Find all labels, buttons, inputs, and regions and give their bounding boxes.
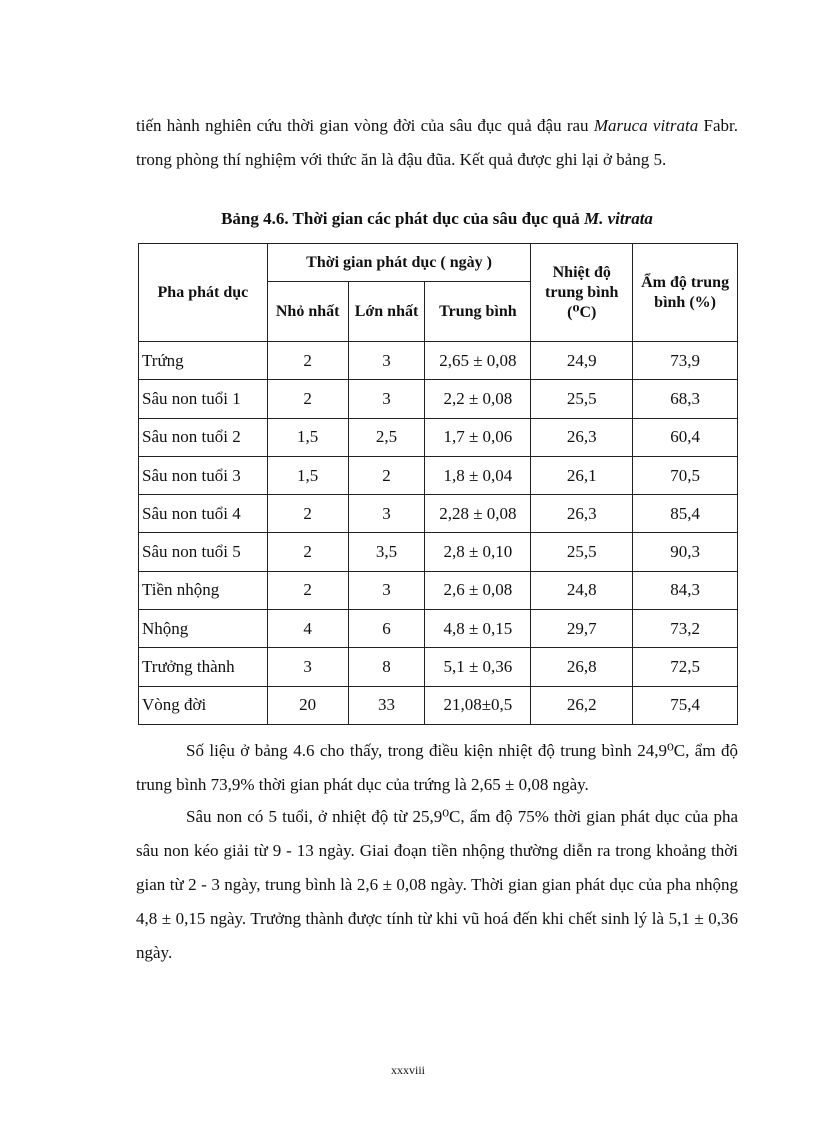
table-row (139, 533, 738, 571)
cell-max: 8 (348, 648, 425, 686)
table-caption: Bảng 4.6. Thời gian các phát dục của sâu đục quả M. vitrata (221, 209, 653, 228)
cell-min: 1,5 (267, 418, 348, 456)
development-time-table (138, 243, 738, 725)
cell-avg: 2,8 ± 0,10 (425, 533, 531, 571)
header-humidity: Ẩm độ trung bình (%) (633, 244, 738, 342)
cell-min: 20 (267, 686, 348, 724)
cell-min: 2 (267, 380, 348, 418)
cell-avg: 2,6 ± 0,08 (425, 571, 531, 609)
cell-temp: 26,2 (531, 686, 633, 724)
caption-species: M. vitrata (583, 209, 653, 228)
cell-avg: 21,08±0,5 (425, 686, 531, 724)
cell-min: 2 (267, 571, 348, 609)
cell-hum: 70,5 (633, 456, 738, 494)
cell-phase: Sâu non tuổi 3 (139, 456, 268, 494)
cell-max: 3,5 (348, 533, 425, 571)
cell-hum: 68,3 (633, 380, 738, 418)
table-row (139, 610, 738, 648)
header-avg: Trung bình (425, 282, 531, 342)
table-row (139, 418, 738, 456)
cell-max: 3 (348, 495, 425, 533)
table-row (139, 495, 738, 533)
page-number: xxxviii (390, 1063, 425, 1077)
table-row (139, 456, 738, 494)
cell-temp: 26,3 (531, 495, 633, 533)
cell-avg: 4,8 ± 0,15 (425, 610, 531, 648)
species-name: Maruca vitrata (593, 116, 699, 135)
table-body (139, 342, 738, 725)
header-temperature: Nhiệt độ trung bình (⁰C) (531, 244, 633, 342)
cell-phase: Sâu non tuổi 4 (139, 495, 268, 533)
cell-hum: 75,4 (633, 686, 738, 724)
cell-avg: 2,2 ± 0,08 (425, 380, 531, 418)
results-paragraph: Số liệu ở bảng 4.6 cho thấy, trong điều kiện nhiệt độ trung bình 24,9⁰C, ẩm độ trung bình 73,9% thời gian phát dục của trứng là 2,65 ± 0,08 ngày. (136, 741, 738, 794)
table-row (139, 380, 738, 418)
cell-max: 2 (348, 456, 425, 494)
cell-max: 33 (348, 686, 425, 724)
cell-temp: 24,9 (531, 342, 633, 380)
cell-phase: Sâu non tuổi 5 (139, 533, 268, 571)
header-phase: Pha phát dục (139, 244, 268, 342)
table-row (139, 342, 738, 380)
cell-hum: 90,3 (633, 533, 738, 571)
cell-phase: Tiền nhộng (139, 571, 268, 609)
cell-avg: 2,65 ± 0,08 (425, 342, 531, 380)
cell-hum: 73,2 (633, 610, 738, 648)
cell-max: 6 (348, 610, 425, 648)
cell-avg: 1,7 ± 0,06 (425, 418, 531, 456)
cell-hum: 84,3 (633, 571, 738, 609)
header-min: Nhỏ nhất (267, 282, 348, 342)
cell-max: 3 (348, 380, 425, 418)
cell-phase: Vòng đời (139, 686, 268, 724)
larva-paragraph: Sâu non có 5 tuổi, ở nhiệt độ từ 25,9⁰C, ẩm độ 75% thời gian phát dục của pha sâu non kéo giải từ 9 - 13 ngày. Giai đoạn tiền nhộng thường diễn ra trong khoảng thời gian từ 2 - 3 ngày, trung bình là 2,6 ± 0,08 ngày. Thời gian gian phát dục của pha nhộng 4,8 ± 0,15 ngày. Trưởng thành được tính từ khi vũ hoá đến khi chết sinh lý là 5,1 ± 0,36 ngày. (136, 807, 738, 962)
cell-max: 3 (348, 571, 425, 609)
cell-avg: 5,1 ± 0,36 (425, 648, 531, 686)
cell-temp: 26,8 (531, 648, 633, 686)
table-row (139, 571, 738, 609)
cell-temp: 29,7 (531, 610, 633, 648)
cell-temp: 26,1 (531, 456, 633, 494)
cell-hum: 60,4 (633, 418, 738, 456)
cell-phase: Trứng (139, 342, 268, 380)
cell-temp: 25,5 (531, 380, 633, 418)
table-row (139, 648, 738, 686)
cell-temp: 24,8 (531, 571, 633, 609)
cell-temp: 25,5 (531, 533, 633, 571)
cell-max: 3 (348, 342, 425, 380)
cell-hum: 73,9 (633, 342, 738, 380)
cell-min: 2 (267, 342, 348, 380)
cell-hum: 72,5 (633, 648, 738, 686)
cell-phase: Trưởng thành (139, 648, 268, 686)
cell-phase: Sâu non tuổi 1 (139, 380, 268, 418)
cell-phase: Nhộng (139, 610, 268, 648)
cell-min: 3 (267, 648, 348, 686)
cell-min: 2 (267, 495, 348, 533)
cell-hum: 85,4 (633, 495, 738, 533)
cell-temp: 26,3 (531, 418, 633, 456)
table-row (139, 686, 738, 724)
header-time-group: Thời gian phát dục ( ngày ) (267, 244, 531, 282)
cell-min: 2 (267, 533, 348, 571)
intro-paragraph: tiến hành nghiên cứu thời gian vòng đời của sâu đục quả đậu rau Maruca vitrata Fabr. trong phòng thí nghiệm với thức ăn là đậu đũa. Kết quả được ghi lại ở bảng 5. (136, 116, 738, 169)
cell-min: 4 (267, 610, 348, 648)
cell-max: 2,5 (348, 418, 425, 456)
cell-min: 1,5 (267, 456, 348, 494)
cell-avg: 2,28 ± 0,08 (425, 495, 531, 533)
cell-phase: Sâu non tuổi 2 (139, 418, 268, 456)
cell-avg: 1,8 ± 0,04 (425, 456, 531, 494)
header-max: Lớn nhất (348, 282, 425, 342)
